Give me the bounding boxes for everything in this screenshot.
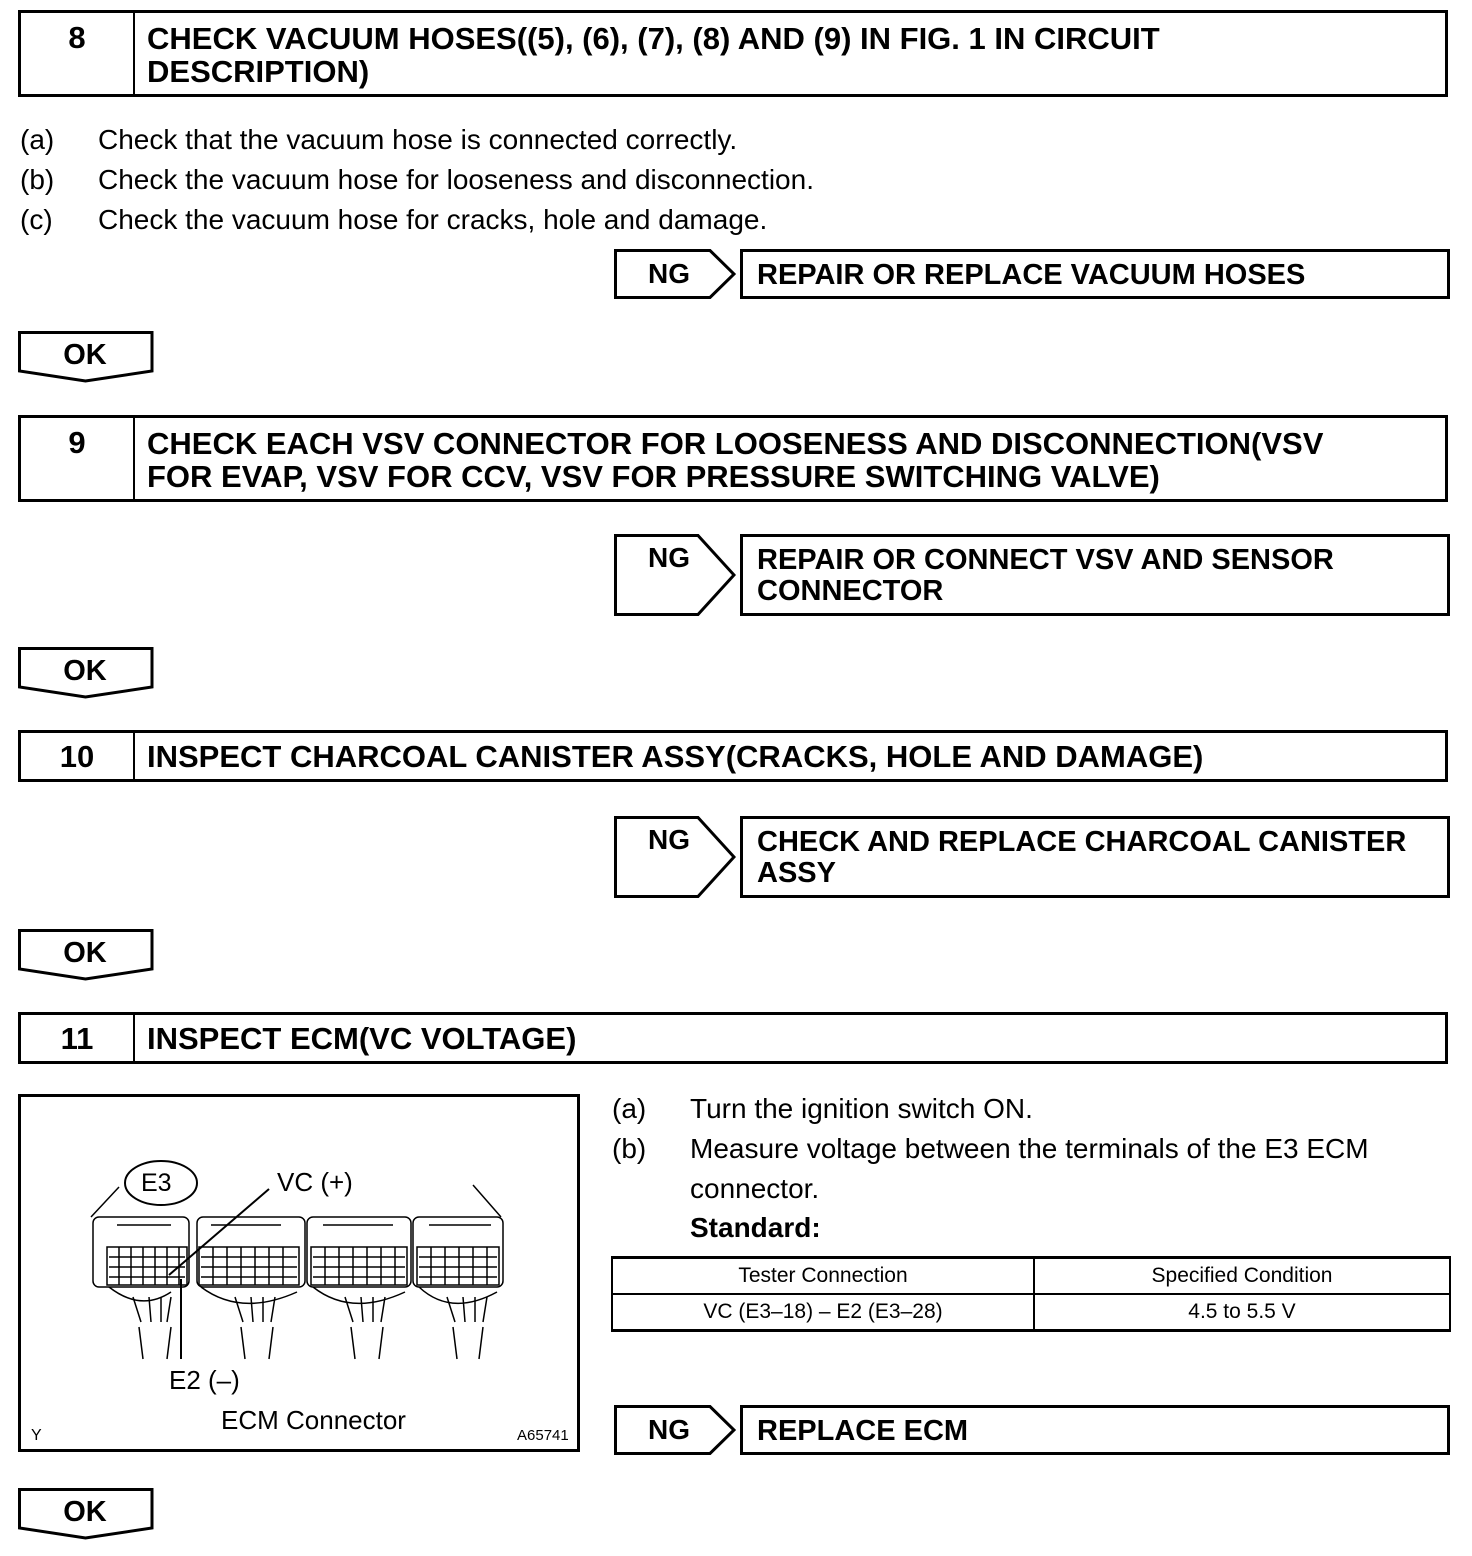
ok-indicator [18,647,156,699]
ok-indicator [18,929,156,981]
step-title [147,22,1435,88]
step-title-line: FOR EVAP, VSV FOR CCV, VSV FOR PRESSURE SWITCHING VALVE) [147,459,1160,494]
ng-result-text: CONNECTOR [757,575,944,607]
ng-label: NG [648,824,690,855]
substep-text: connector. [690,1173,820,1204]
ng-indicator [614,816,736,898]
ng-result-box [740,249,1450,299]
ng-result-text: REPAIR OR REPLACE VACUUM HOSES [757,259,1306,291]
table-header-cell: Specified Condition [1034,1258,1450,1295]
substep-text: Check that the vacuum hose is connected correctly. [98,124,738,155]
substep-label: (a) [20,124,55,155]
vc-terminal-label: VC (+) [277,1167,353,1197]
step-number: 8 [21,13,135,94]
substep-text: Turn the ignition switch ON. [690,1093,1033,1124]
ok-label: OK [63,1496,107,1528]
substep-text: Measure voltage between the terminals of the E3 ECM [690,1133,1369,1164]
ng-label: NG [648,542,690,573]
step-title: INSPECT ECM(VC VOLTAGE) [147,1021,577,1056]
ng-result-box [740,534,1450,616]
step-title-line: CHECK VACUUM HOSES((5), (6), (7), (8) AND (9) IN FIG. 1 IN CIRCUIT [147,21,1160,56]
step-title-line: CHECK EACH VSV CONNECTOR FOR LOOSENESS AND DISCONNECTION(VSV [147,426,1324,461]
ng-result-box [740,1405,1450,1455]
substep-text: Check the vacuum hose for cracks, hole and damage. [98,204,768,235]
ecm-connector-illustration [21,1097,577,1449]
ok-indicator [18,331,156,383]
ng-indicator [614,534,736,616]
step-9-header [18,415,1448,502]
substep-text: Check the vacuum hose for looseness and disconnection. [98,164,814,195]
figure-code: A65741 [517,1427,569,1444]
substep-label: (b) [20,164,55,195]
ok-label: OK [63,655,107,687]
ng-result-text: REPAIR OR CONNECT VSV AND SENSOR [757,544,1334,576]
step-number: 9 [21,418,135,499]
ng-indicator [614,249,736,299]
ng-result-box [740,816,1450,898]
table-row [612,1294,1450,1331]
substep-label: (c) [20,204,53,235]
standard-label: Standard: [690,1212,821,1243]
ng-result-text: REPLACE ECM [757,1415,969,1447]
table-header-cell: Tester Connection [612,1258,1034,1295]
spec-table [611,1256,1451,1332]
ng-result-text: ASSY [757,857,836,889]
table-cell: VC (E3–18) – E2 (E3–28) [612,1294,1034,1331]
table-header-row [612,1258,1450,1295]
ok-indicator [18,1488,156,1540]
ng-label: NG [648,258,690,289]
connector-id-label: E3 [141,1169,172,1197]
ng-indicator [614,1405,736,1455]
step-number: 10 [21,733,135,779]
figure-corner-mark: Y [31,1427,42,1444]
ok-label: OK [63,937,107,969]
ng-result-text: CHECK AND REPLACE CHARCOAL CANISTER [757,826,1407,858]
step-title-line: DESCRIPTION) [147,54,370,89]
ng-label: NG [648,1414,690,1445]
ok-label: OK [63,339,107,371]
step-title [147,427,1435,493]
substep-label: (b) [612,1133,647,1164]
substep-label: (a) [612,1093,647,1124]
step-title: INSPECT CHARCOAL CANISTER ASSY(CRACKS, HOLE AND DAMAGE) [147,739,1204,774]
ecm-connector-figure [18,1094,580,1452]
e2-terminal-label: E2 (–) [169,1365,240,1395]
step-8-header [18,10,1448,97]
table-cell: 4.5 to 5.5 V [1034,1294,1450,1331]
step-number: 11 [21,1015,135,1061]
step-11-header [18,1012,1448,1064]
step-10-header [18,730,1448,782]
figure-caption: ECM Connector [221,1405,406,1435]
